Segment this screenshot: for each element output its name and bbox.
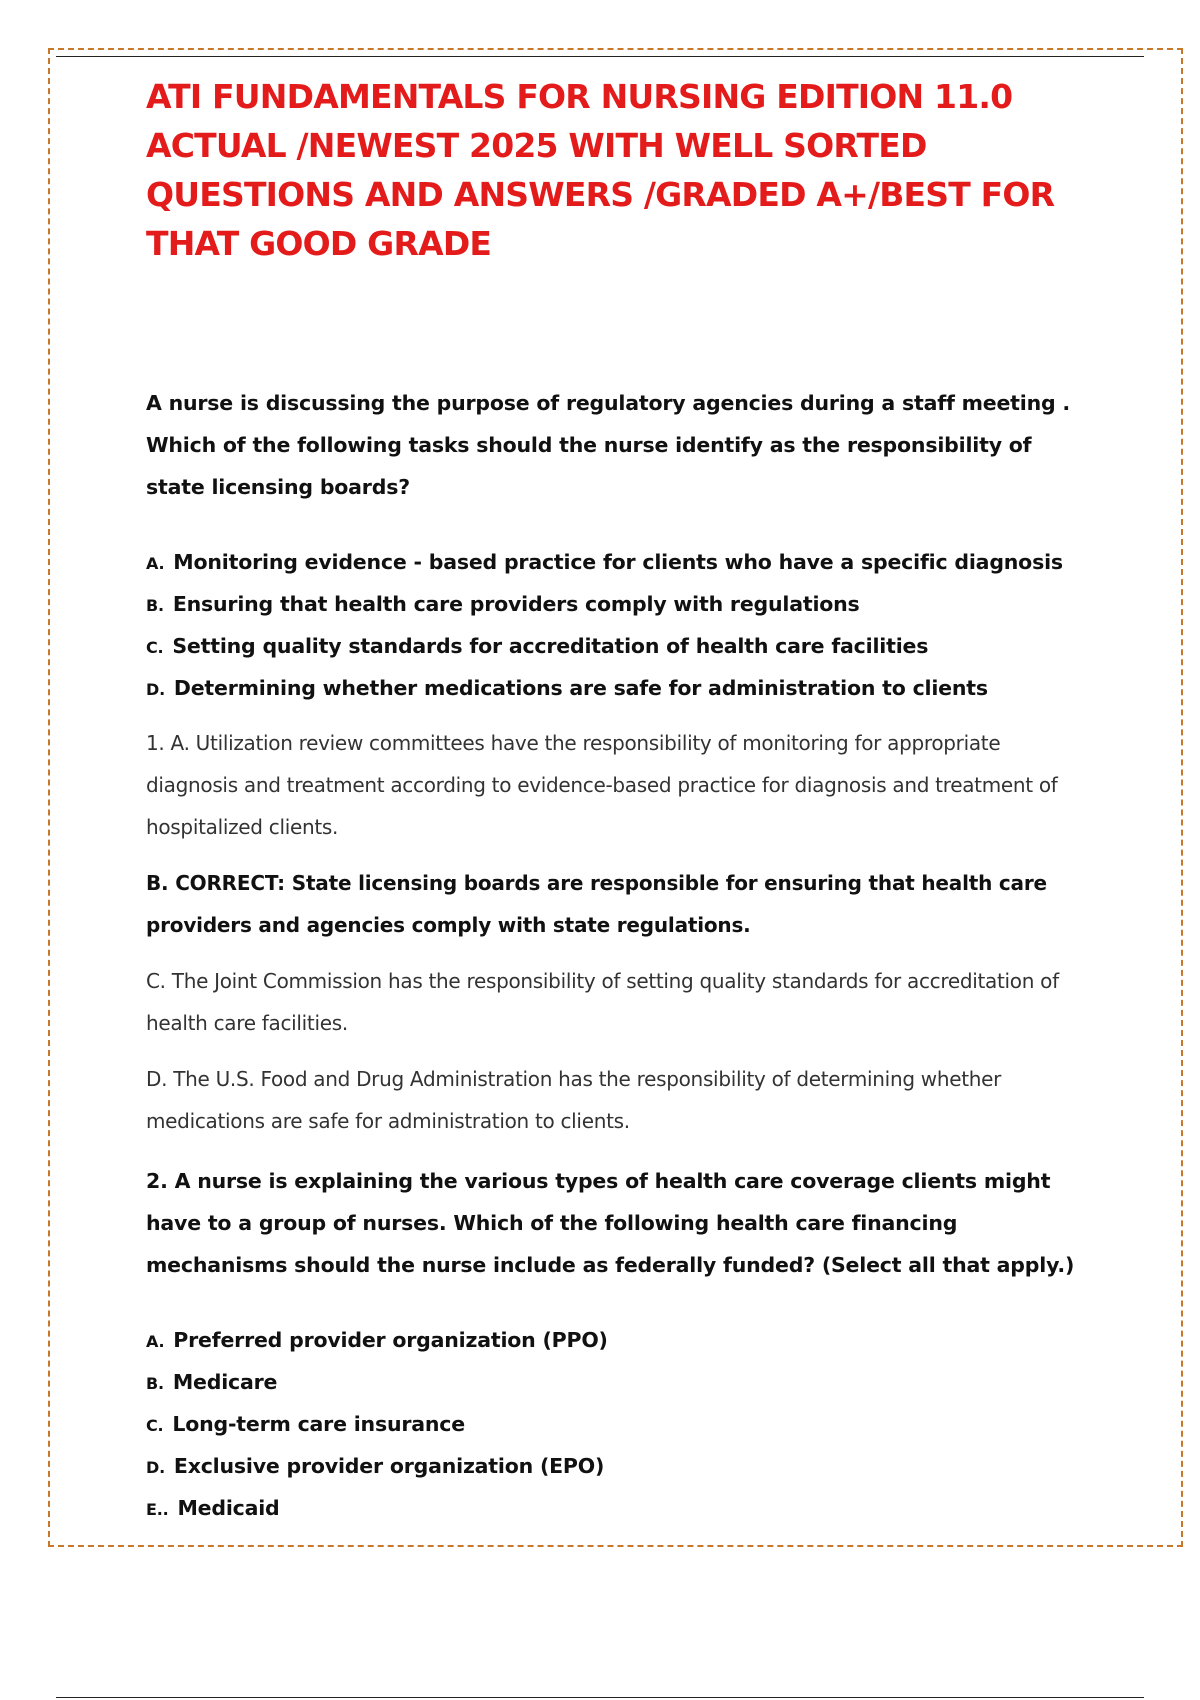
option-item <box>146 626 1086 668</box>
option-item <box>146 668 1086 710</box>
option-text: Exclusive provider organization (EPO) <box>173 1454 605 1478</box>
title-line: QUESTIONS AND ANSWERS /GRADED A+/BEST FOR <box>146 175 1055 214</box>
option-text: Long-term care insurance <box>172 1412 465 1436</box>
rationale-a: 1. A. Utilization review committees have the responsibility of monitoring for appropriate diagnosis and treatment according to evidence-based practice for diagnosis and treatment of hospitalized clients. <box>146 731 1058 839</box>
option-text: Preferred provider organization (PPO) <box>173 1328 608 1352</box>
option-text: Setting quality standards for accreditation of health care facilities <box>172 634 929 658</box>
option-item <box>146 542 1086 584</box>
option-item <box>146 1404 1086 1446</box>
question-2-options <box>146 1320 1086 1530</box>
rationale-b-correct: B. CORRECT: State licensing boards are responsible for ensuring that health care providers and agencies comply with state regulations. <box>146 871 1047 937</box>
option-item <box>146 1446 1086 1488</box>
title-line: ATI FUNDAMENTALS FOR NURSING EDITION 11.0 <box>146 77 1013 116</box>
option-text: Determining whether medications are safe for administration to clients <box>173 676 988 700</box>
question-1-options <box>146 542 1086 710</box>
option-letter: A. <box>146 1332 165 1351</box>
option-letter: C. <box>146 1416 164 1435</box>
option-text: Ensuring that health care providers comply with regulations <box>172 592 860 616</box>
option-item <box>146 1488 1086 1530</box>
option-letter: C. <box>146 638 164 657</box>
option-item <box>146 1320 1086 1362</box>
option-item <box>146 584 1086 626</box>
bottom-divider <box>56 1697 1144 1698</box>
option-text: Medicare <box>172 1370 278 1394</box>
document-content <box>146 72 1086 1530</box>
rationale-d: D. The U.S. Food and Drug Administration has the responsibility of determining whether medications are safe for administration to clients. <box>146 1067 1002 1133</box>
option-item <box>146 1362 1086 1404</box>
title-line: ACTUAL /NEWEST 2025 WITH WELL SORTED <box>146 126 927 165</box>
option-letter: A. <box>146 554 165 573</box>
title-line: THAT GOOD GRADE <box>146 224 492 263</box>
option-letter: D. <box>146 680 165 699</box>
option-letter: B. <box>146 596 164 615</box>
option-text: Monitoring evidence - based practice for clients who have a specific diagnosis <box>173 550 1063 574</box>
option-text: Medicaid <box>177 1496 280 1520</box>
option-letter: B. <box>146 1374 164 1393</box>
question-1-text: A nurse is discussing the purpose of regulatory agencies during a staff meeting . Which of the following tasks should the nurse identify as the responsibility of state licensing boards? <box>146 391 1070 499</box>
document-title <box>146 72 1086 268</box>
option-letter: D. <box>146 1458 165 1477</box>
option-letter: E.. <box>146 1500 169 1519</box>
question-2-text: 2. A nurse is explaining the various types of health care coverage clients might have to a group of nurses. Which of the following health care financing mechanisms should the nurse include as federally funded? (Select all that apply.) <box>146 1169 1075 1277</box>
rationale-c: C. The Joint Commission has the responsibility of setting quality standards for accreditation of health care facilities. <box>146 969 1059 1035</box>
